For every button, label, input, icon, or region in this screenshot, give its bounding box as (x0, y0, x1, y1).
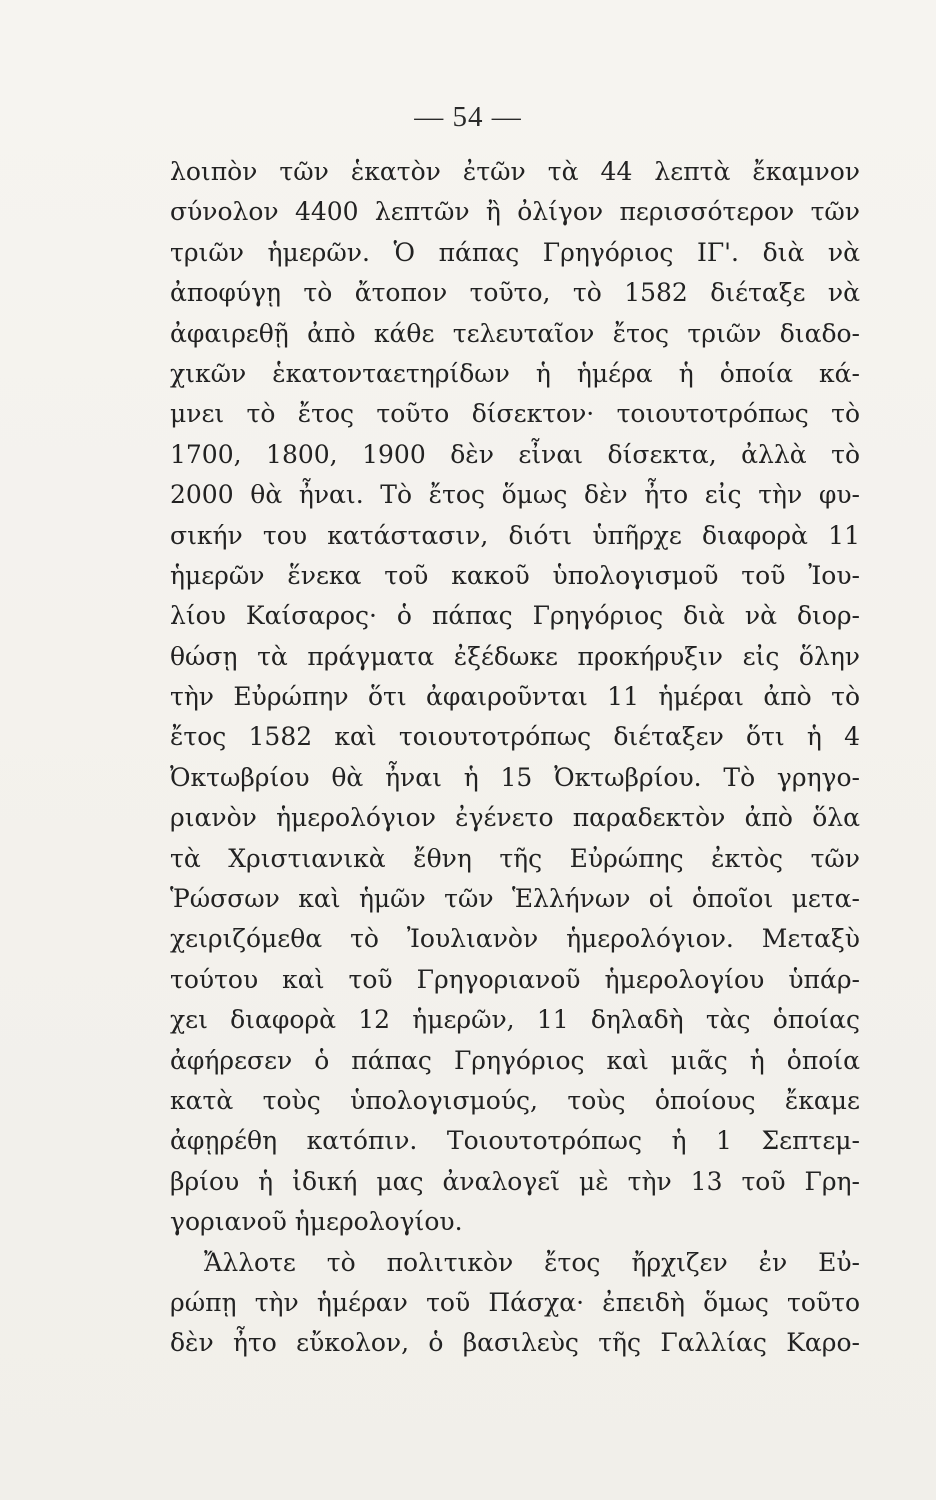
text-line: τούτου καὶ τοῦ Γρηγοριανοῦ ἡμερολογίου ὑπάρ- (170, 964, 860, 994)
text-line: χικῶν ἑκατονταετηρίδων ἡ ἡμέρα ἡ ὁποία κά- (170, 358, 860, 388)
text-line: χειριζόμεθα τὸ Ἰουλιανὸν ἡμερολόγιον. Μεταξὺ (170, 924, 860, 954)
text-line: 1700, 1800, 1900 δὲν εἶναι δίσεκτα, ἀλλὰ τὸ (170, 439, 860, 469)
text-line: θώσῃ τὰ πράγματα ἐξέδωκε προκήρυξιν εἰς ὅλην (170, 641, 860, 671)
text-line: χει διαφορὰ 12 ἡμερῶν, 11 δηλαδὴ τὰς ὁποίας (170, 1005, 860, 1035)
text-line: ρώπῃ τὴν ἡμέραν τοῦ Πάσχα· ἐπειδὴ ὅμως τοῦτο (170, 1287, 860, 1317)
text-line: τὴν Εὐρώπην ὅτι ἀφαιροῦνται 11 ἡμέραι ἀπὸ τὸ (170, 682, 860, 712)
paragraph-end-line: γοριανοῦ ἡμερολογίου. (170, 1207, 463, 1237)
text-line: τὰ Χριστιανικὰ ἔθνη τῆς Εὐρώπης ἐκτὸς τῶν (170, 843, 860, 873)
text-line: λοιπὸν τῶν ἑκατὸν ἐτῶν τὰ 44 λεπτὰ ἔκαμνον (170, 157, 860, 186)
text-line: ἀφῃρέθη κατόπιν. Τοιουτοτρόπως ἡ 1 Σεπτεμ- (170, 1126, 860, 1156)
text-line: δὲν ἦτο εὔκολον, ὁ βασιλεὺς τῆς Γαλλίας Καρο- (170, 1328, 860, 1358)
body-text (170, 152, 860, 1364)
text-line: ἔτος 1582 καὶ τοιουτοτρόπως διέταξεν ὅτι ἡ 4 (170, 722, 860, 752)
text-line: σικήν του κατάστασιν, διότι ὑπῆρχε διαφορὰ 11 (170, 520, 860, 550)
text-line: ἡμερῶν ἕνεκα τοῦ κακοῦ ὑπολογισμοῦ τοῦ Ἰου- (170, 560, 860, 590)
text-line: 2000 θὰ ἦναι. Τὸ ἔτος ὅμως δὲν ἦτο εἰς τὴν φυ- (170, 480, 860, 510)
text-line: σύνολον 4400 λεπτῶν ἢ ὀλίγον περισσότερον τῶν (170, 197, 860, 227)
text-line: λίου Καίσαρος· ὁ πάπας Γρηγόριος διὰ νὰ διορ- (170, 601, 860, 631)
text-line: ἀφήρεσεν ὁ πάπας Γρηγόριος καὶ μιᾶς ἡ ὁποία (170, 1045, 860, 1075)
text-line: ἀφαιρεθῇ ἀπὸ κάθε τελευταῖον ἔτος τριῶν διαδο- (170, 318, 860, 348)
text-line: τριῶν ἡμερῶν. Ὁ πάπας Γρηγόριος ΙΓ'. διὰ νὰ (170, 237, 860, 267)
text-line: μνει τὸ ἔτος τοῦτο δίσεκτον· τοιουτοτρόπως τὸ (170, 399, 860, 429)
paragraph-start-line: Ἄλλοτε τὸ πολιτικὸν ἔτος ἤρχιζεν ἐν Εὐ- (204, 1247, 860, 1277)
text-line: Ὀκτωβρίου θὰ ἦναι ἡ 15 Ὀκτωβρίου. Τὸ γρηγο- (170, 762, 860, 792)
text-line: Ῥώσσων καὶ ἡμῶν τῶν Ἑλλήνων οἱ ὁποῖοι μετα- (170, 884, 860, 914)
text-line: ριανὸν ἡμερολόγιον ἐγένετο παραδεκτὸν ἀπὸ ὅλα (170, 803, 860, 833)
text-line: βρίου ἡ ἰδική μας ἀναλογεῖ μὲ τὴν 13 τοῦ Γρη- (170, 1166, 860, 1196)
text-line: κατὰ τοὺς ὑπολογισμούς, τοὺς ὁποίους ἔκαμε (170, 1085, 860, 1115)
page-number: — 54 — (414, 101, 522, 133)
text-line: ἀποφύγῃ τὸ ἄτοπον τοῦτο, τὸ 1582 διέταξε νὰ (170, 278, 860, 308)
